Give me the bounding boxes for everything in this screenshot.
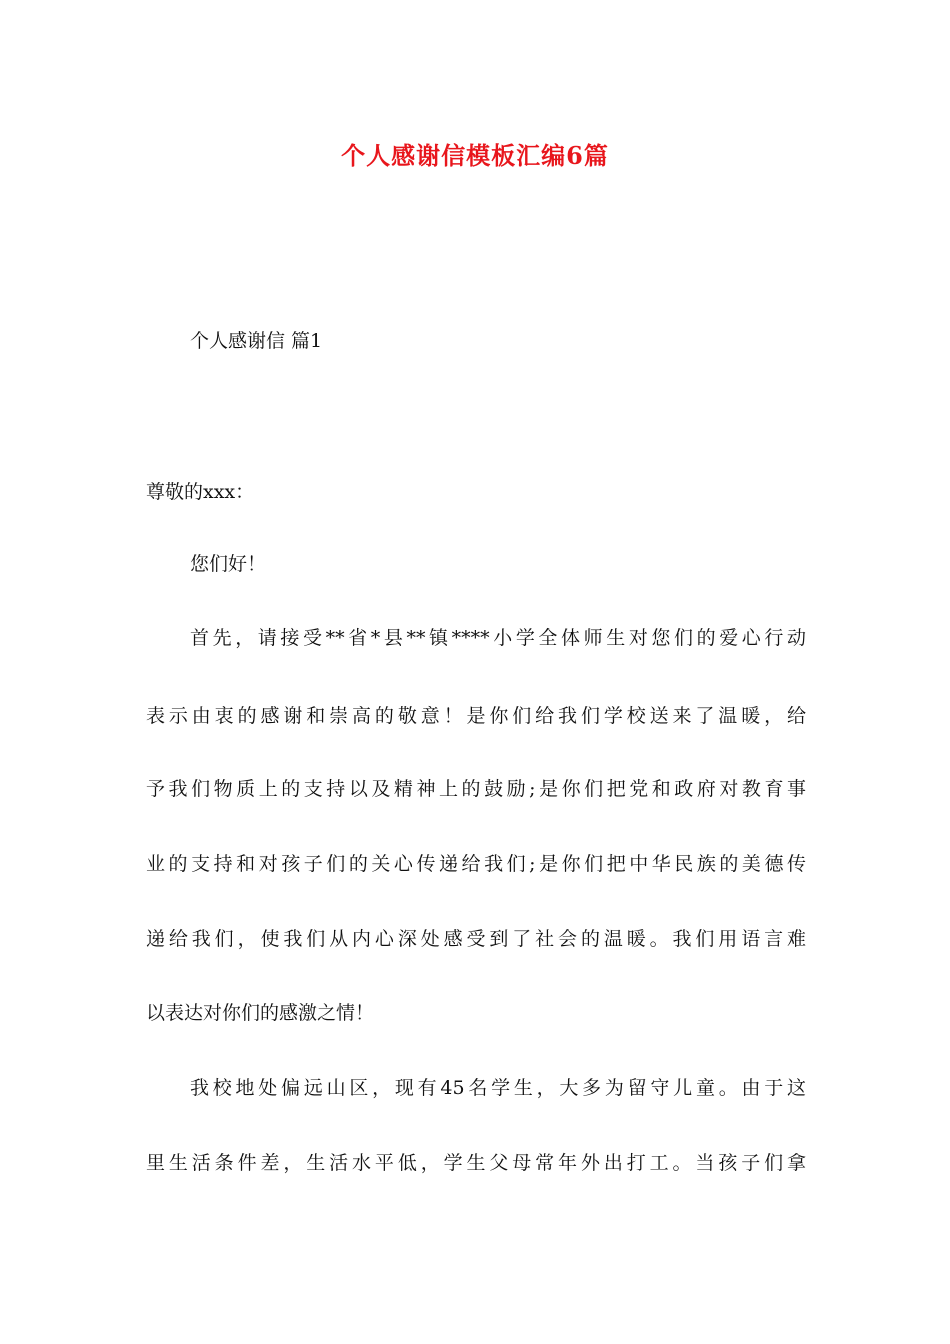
body-line: 以表达对你们的感激之情！ — [146, 1002, 375, 1024]
body-line: 首先，请接受**省*县**镇****小学全体师生对您们的爱心行动 — [190, 627, 806, 649]
body-line: 予我们物质上的支持以及精神上的鼓励;是你们把党和政府对教育事 — [146, 778, 806, 800]
body-line: 递给我们，使我们从内心深处感受到了社会的温暖。我们用语言难 — [146, 928, 806, 950]
body-line: 业的支持和对孩子们的关心传递给我们;是你们把中华民族的美德传 — [146, 853, 806, 875]
body-line: 里生活条件差，生活水平低，学生父母常年外出打工。当孩子们拿 — [146, 1152, 806, 1174]
body-line: 我校地处偏远山区，现有45名学生，大多为留守儿童。由于这 — [190, 1077, 806, 1099]
section-heading: 个人感谢信 篇1 — [190, 330, 323, 352]
greeting-line: 您们好！ — [190, 553, 267, 575]
salutation: 尊敬的xxx： — [146, 481, 255, 503]
document-title: 个人感谢信模板汇编6篇 — [341, 141, 609, 170]
body-line: 表示由衷的感谢和崇高的敬意！是你们给我们学校送来了温暖，给 — [146, 705, 806, 727]
